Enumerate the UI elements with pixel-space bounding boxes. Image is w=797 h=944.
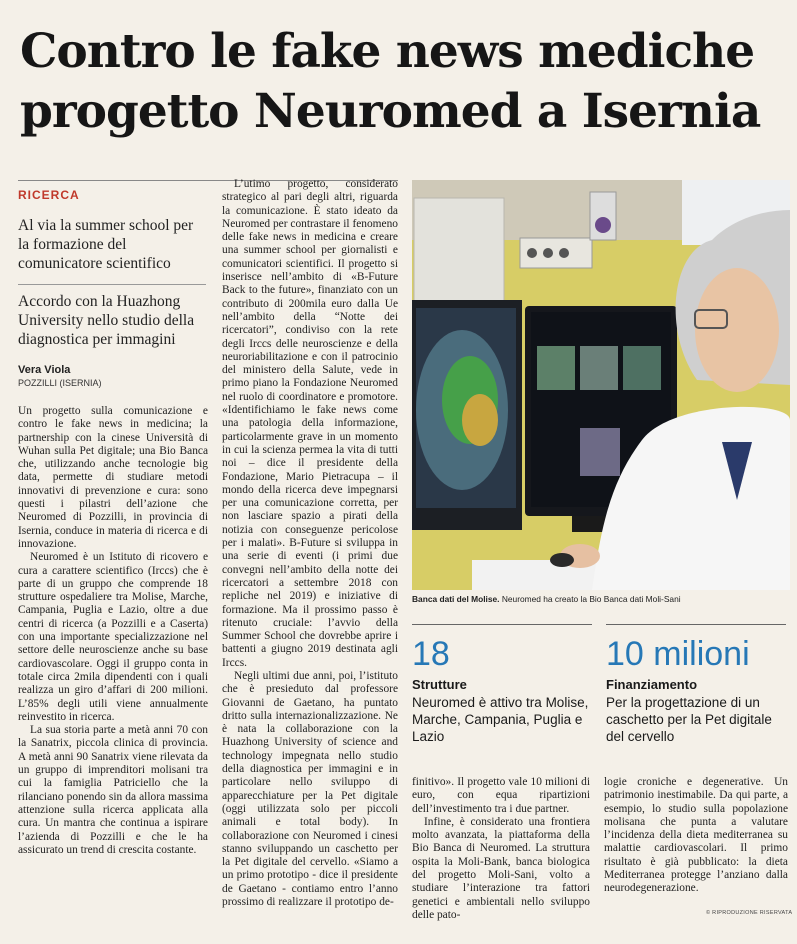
- photo-caption: [412, 594, 790, 604]
- researcher-at-monitors-illustration: [412, 180, 790, 590]
- paragraph: Infine, è considerato una frontiera molto avanzata, la piattaforma della Bio Banca di Neuromed. La struttura ospita la Moli-Bank, banca biologica del progetto Moli-Sani, volto a studiare l’interazione tra fattori genetici e ambientali nello sviluppo delle pato-: [412, 815, 590, 921]
- article-column-3: [412, 776, 590, 922]
- article-photo: [412, 180, 790, 590]
- paragraph: finitivo». Il progetto vale 10 milioni di euro, con equa ripartizioni dell’investimento tra i due partner.: [412, 776, 590, 815]
- caption-title: Banca dati del Molise.: [412, 594, 500, 604]
- fact-number-structures: 18: [412, 635, 450, 673]
- headline-line-1: Contro le fake news mediche: [20, 24, 755, 79]
- paragraph: La sua storia parte a metà anni 70 con la Sanatrix, piccola clinica di provincia. A metà anni 90 Sanatrix viene rilevata da un gruppo di imprenditori molisani tra cui la famiglia Patriciello che la rilanciano ponendo sin da allora massima attenzione sulla ricerca applicata alla cura. Un mantra che continua a ispirare l’azienda di Pozzilli e che le ha assicurato un trend di crescita costante.: [18, 724, 208, 856]
- article-column-2: [222, 178, 398, 909]
- fact-divider: [606, 624, 786, 625]
- subheadline-2: Accordo con la Huazhong University nello studio della diagnostica per immagini: [18, 293, 195, 348]
- subhead-divider: [18, 284, 206, 285]
- fact-divider: [412, 624, 592, 625]
- paragraph: L’utimo progetto, considerato strategico al pari degli altri, riguarda la comunicazione. È stato ideato da Neuromed per contrastare il fenomeno delle fake news in medicina e creare una summer school per giornalisti e comunicatori scientifici. Il progetto si inserisce nell’ambito di «B-Future Back to the future», finanziato con un contributo di 200mila euro dalla Ue nell’ambito della “Notte dei ricercatori”, condiviso con la rete degli Irccs delle neuroscienze e della neuroriabilitazione e con il patrocinio del ministero della Salute, vede in primo piano la Fondazione Neuromed nel ruolo di coordinatore e promotore. «Identifichiamo le fake news come una patologia della informazione, particolarmente grave in un momento in cui la scienza permea la vita di tutti noi – dice il presidente della Fondazione, Mario Pietracupa – il mondo della ricerca deve impegnarsi per una comunicazione corretta, per non lasciare spazio a pirati della notizia con conseguenze pericolose per i malati». B-Future si sviluppa in una serie di eventi (i primi due convegni nell’ambito della notte dei ricercatori a settembre 2018 con repliche nel 2019) e iniziative di formazione. Ma il prossimo passo è ritenuto cruciale: l’avvio della Summer School che dovrebbe aprire i battenti a giugno 2019 destinata agli Irccs.: [222, 178, 398, 669]
- dateline-place: POZZILLI (ISERNIA): [18, 378, 102, 388]
- caption-text: Neuromed ha creato la Bio Banca dati Moli-Sani: [499, 594, 681, 604]
- paragraph: Neuromed è un Istituto di ricovero e cura a carattere scientifico (Irccs) che è parte di un gruppo che comprende 18 strutture ospedaliere tra Molise, Marche, Campania, Puglia e Lazio, oltre a due centri di ricerca (a Pozzilli e a Caserta) con una importante specializzazione nel settore delle neuroscienze anche su base cardiovascolare. Oggi il gruppo conta in totale circa 2mila dipendenti con i quali realizza un giro d’affari di 200 milioni. L’85% degli utili viene annualmente reinvestito in ricerca.: [18, 551, 208, 723]
- article-column-4: [604, 776, 788, 896]
- fact-label-funding: Finanziamento: [606, 677, 698, 692]
- fact-label-structures: Strutture: [412, 677, 467, 692]
- author-byline: Vera Viola: [18, 364, 71, 376]
- headline: [20, 22, 780, 142]
- fact-text-funding: Per la progettazione di un caschetto per la Pet digitale del cervello: [606, 695, 772, 744]
- paragraph: Negli ultimi due anni, poi, l’istituto che è presieduto dal professore Giovanni de Gaetano, ha puntato dritto sulla internazionalizzazione. Ne è nata la collaborazione con la Huazhong University of science and technology impegnata nello studio della diagnostica per immagini e in particolare nello sviluppo di apparecchiature per la Pet digitale (oggi utilizzata solo per piccoli animali e total body). In collaborazione con Neuromed i cinesi stanno sviluppando un caschetto per la Pet digitale del cervello. «Siamo a un primo prototipo - dice il presidente de Gaetano - contiamo entro l’anno prossimo di realizzare il prototipo de-: [222, 669, 398, 909]
- paragraph: Un progetto sulla comunicazione e contro le fake news in medicina; la partnership con la cinese Università di Wuhan sulla Pet digitale; una Bio Banca che, utilizzando anche tecnologie big data, permette di studiare metodi innovativi di prevenzione e cura: sono questi i pilastri dell’azione che Neuromed di Pozzilli, in provincia di Isernia, conduce in materia di ricerca e di innovazione.: [18, 405, 208, 550]
- fact-number-funding: 10 milioni: [606, 635, 750, 673]
- section-kicker: RICERCA: [18, 188, 80, 202]
- copyright-notice: © RIPRODUZIONE RISERVATA: [706, 910, 793, 916]
- fact-text-structures: Neuromed è attivo tra Molise, Marche, Campania, Puglia e Lazio: [412, 695, 589, 744]
- article-column-1: [18, 405, 208, 857]
- paragraph: logie croniche e degenerative. Un patrimonio inestimabile. Da qui parte, a esempio, lo studio sulla popolazione molisana che punta a valutare l’incidenza della dieta mediterranea su malattie cardiovascolari. Il primo risultato è già pubblicato: la dieta Mediterranea protegge l’anziano dalla neurodegenerazione.: [604, 776, 788, 895]
- subheadline-1: Al via la summer school per la formazione del comunicatore scientifico: [18, 217, 194, 272]
- headline-line-2: progetto Neuromed a Isernia: [20, 84, 761, 139]
